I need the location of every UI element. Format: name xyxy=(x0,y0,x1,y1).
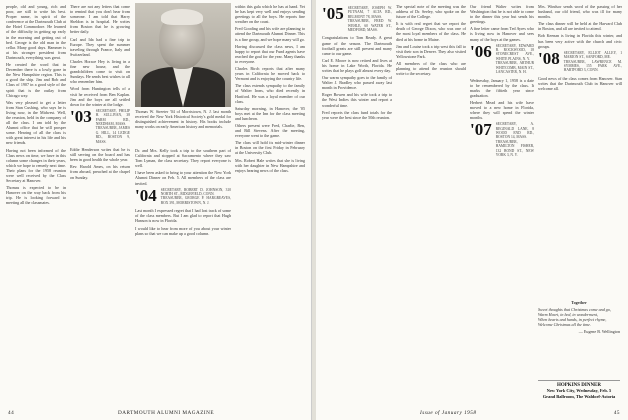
left-col2-tail-para: Eddie Henderson writes that he is still serving on the board and has been in good health the whole year. xyxy=(70,147,130,163)
right-col2-para: It is with real regret that we report the death of George Dixon, who was one of the most loyal members of the class. He died at his home in Maine. xyxy=(396,21,466,42)
right-col4-para: Mrs. Windsor sends word of the passing of her husband, our old friend, who was ill for many months. xyxy=(538,4,622,20)
left-col-2 xyxy=(70,4,130,408)
class-08-header xyxy=(538,48,622,73)
class-year-06: '06 xyxy=(470,41,492,61)
left-col3-para: Dr. and Mrs. Kelly took a trip to the southern part of California and stopped at Sacramento where they saw Tom Lyman, the class secretary. They report everyone is well. xyxy=(135,148,231,169)
right-page xyxy=(316,0,628,420)
right-col-3 xyxy=(470,4,534,408)
right-col1-para: Carl E. Moore is now retired and lives at his home in Lake Worth, Florida. He writes that he plays golf almost every day. xyxy=(322,57,392,73)
right-col2-para: Jim and Louise took a trip west this fall to visit their son in Denver. They also visited Yellowstone Park. xyxy=(396,43,466,59)
poem-title: Together xyxy=(571,300,587,305)
right-col-1 xyxy=(322,4,392,408)
class-year-05: '05 xyxy=(322,4,344,23)
poem-line: Warm Heart, in bed, in wonderment, xyxy=(538,312,598,317)
left-col3-para: I have been asked to bring to your attention the New York Alumni Dinner on Feb. 5. All members of the class are invited. xyxy=(135,170,231,186)
left-col2-tail-para: Rev. Harold Ames, on his return from abroad, preached at the chapel on Sunday. xyxy=(70,164,130,180)
left-col5-para: The class will hold its mid-winter dinner in Boston on the first Friday in February at the University Club. xyxy=(235,140,305,156)
right-col1-para: Roger Bowen and his wife took a trip to the West Indies this winter and report a wonderful time. xyxy=(322,92,392,108)
left-col4-para: Charles Birch reports that after many years in California he moved back to Vermont and is enjoying the country life. xyxy=(235,66,305,82)
left-col-3 xyxy=(135,148,231,406)
class-treasurer: TREASURER, LAWRENCE M. SYMMES, 155 PARK AVE., HARTFORD 3, CONN. xyxy=(563,59,622,73)
right-col3-para: A fine letter came from Ted Ayres who is living now in Hanover and sees many of the boys at the games. xyxy=(470,26,534,42)
right-col2-para: The special note of the meeting was the address of Dr. Seeley, who spoke on the future of the College. xyxy=(396,4,466,20)
notice-title: HOPKINS DINNER xyxy=(556,383,602,388)
right-col1-para: Our warm sympathy goes to the family of Walter J. Bradley who passed away last month in Providence. xyxy=(322,75,392,91)
left-col5-para: Saturday morning, in Hanover, the '05 boys met at the Inn for the class meeting and luncheon. xyxy=(235,105,305,121)
left-col5-para: Others present were Fred, Charlie, Ben, and Bill Stevens. After the meeting, everyone went to the game. xyxy=(235,122,305,139)
class-secretary: SECRETARY, JOSEPH W. PUTNAM, 7 ALTA RD., BELMONT 78, MASS. xyxy=(347,6,392,19)
right-col3-tail-para: Herbert Mead and his wife have moved to a new home in Florida, where they will spend the winter months. xyxy=(470,99,534,121)
left-col4-para: within this gala which he has at hand. Yet he has kept very well and enjoys sending greetings to all the boys. He reports fine weather on the coast. xyxy=(235,4,305,25)
class-07-header xyxy=(470,122,534,157)
poem-author: — Eugene B. Wellington xyxy=(578,329,620,334)
left-col1-para: Having not been informed of the Class news on time, we have in this column some changes in their years, which we hope to remedy next time. Their plans for the 1958 reunion were well received by the Class Secretary at Hanover. xyxy=(6,147,66,184)
portrait-photo xyxy=(135,3,231,107)
class-06-header xyxy=(470,41,534,75)
right-col1-para: Congratulations to Tom Ready. A great game of the season. The Dartmouth football greats are still present and many came to our game. xyxy=(322,35,392,56)
right-col4-para: The class dinner will be held at the Harvard Club in Boston, and all are invited to attend. xyxy=(538,21,622,32)
class-04-header xyxy=(135,185,231,206)
right-col1-para: Fred reports the class fund totals for the year were the best since the 50th reunion. xyxy=(322,109,392,120)
page-number-right: 45 xyxy=(613,410,620,416)
left-col3-tail-para: Last month I expressed regret that I had lost track of some of the class members. But I am glad to report that Hugh Hanson is now in Florida. xyxy=(135,208,231,224)
page-number-left: 44 xyxy=(8,410,15,416)
left-col1-para: people, old and young, rich and poor, are still to write his best. Proper name, in spirit of the conference at the Dartmouth Club at the Hotel Commodore. He learned of the difficulty in getting up early in the morning and getting out of bed. George is the old man in the cellar. Many good days. Hammer is at his stronger president from Dartmouth, everything was great. xyxy=(6,4,66,60)
class-secretary: SECRETARY, EDWARD B. ROCKWOOD, 18 STONECREST AVE., WHITE PLAINS, N. Y. xyxy=(495,43,534,61)
left-col1-para: He created the word that in December there is a lowly gone in the New Hampshire region. This is a good the ship. Jim and Bob and Class of 1907 in a good style of the spirit that is the outlay from Chicago way. xyxy=(6,62,66,98)
class-treasurer: TREASURER, ARTHUR WHITCOMB, MAIN ST., LANCASTER, N. H. xyxy=(495,61,534,75)
left-col-1 xyxy=(6,4,66,408)
class-year-08: '08 xyxy=(538,48,560,68)
class-secretary: SECRETARY, ELLIOT ALLEY, 1 MARION ST., SANFORD, ME. xyxy=(563,50,622,60)
left-col2-para: Word from Huntington tells of a visit he received from Ben Kaplan. Jim and the boys are all settled down for the winter at the lodge. xyxy=(70,86,130,107)
class-03-header xyxy=(70,106,130,144)
poem-block xyxy=(538,300,620,334)
class-treasurer: TREASURER, GEORGE P. HARGREAVES, BOX 391, MORRISTOWN, N. J. xyxy=(160,196,231,205)
left-col1-para: Thomas is expected to be in Hanover on the way back from his trip. He is looking forward to meeting all the classmates. xyxy=(6,185,66,206)
photo-caption: Thomas W. Streeter '04 of Morristown, N. J. last month received the New York Historical Society's gold medal for distinguished achievement in history. His books include many works on early American history and memorials. xyxy=(135,109,231,129)
poem-line: When hearts and hands, in perfect rhyme, xyxy=(538,317,607,322)
left-page xyxy=(0,0,312,420)
class-year-04: '04 xyxy=(135,185,157,205)
class-treasurer: TREASURER, FRED W. WEHLE, 60 WATER ST., MEDFORD, MASS. xyxy=(347,19,392,33)
left-col2-para: Carl and Ida had a fine trip to Europe. They spent the summer traveling through France, Italy and Switzerland. xyxy=(70,36,130,57)
left-col3-tail-para: I would like to hear from more of you about your winter plans so that we can make up a good column. xyxy=(135,225,231,236)
right-col3-tail-para: Wednesday, January 1, 1958 is a date to be remembered by the class. It marks the fiftieth year since graduation. xyxy=(470,77,534,98)
class-treasurer: TREASURER, HAMILTON FISHER, 132 BOND ST., NEW YORK 3, N. Y. xyxy=(495,139,534,158)
left-col4-para: Fred Gooding and his wife are planning to attend the Dartmouth Alumni Dinner. This is a fine group, and we hope many will go. xyxy=(235,26,305,42)
right-col4-para: Bob Keenan is living in Florida this winter, and has been very active with the church and civic groups. xyxy=(538,33,622,49)
notice-line2: Grand Ballroom, The Waldorf-Astoria xyxy=(542,393,616,399)
left-col4-para: Having discussed the class news, I am happy to report that our Fund agents have reached the goal for the year. Many thanks to everyone. xyxy=(235,43,305,64)
left-col2-para: Charles Horace Hey is living in a fine new house, and the grandchildren come to visit on Sundays. He sends best wishes to all who remember him. xyxy=(70,58,130,85)
class-secretary: SECRETARY, PHILIP H. SULLIVAN, 38 FARM RD., NEEDHAM, MASS. xyxy=(95,108,130,126)
poem-line: Sweet thoughts that Christmas come and go, xyxy=(538,307,611,312)
footer-title-right: Issue of January 1958 xyxy=(420,410,477,416)
poem-line: Welcome Christmas all the time. xyxy=(538,322,591,327)
right-col-4 xyxy=(538,4,622,294)
footer-title-left: DARTMOUTH ALUMNI MAGAZINE xyxy=(118,410,215,416)
left-col5-para: Mrs. Robert Hale writes that she is living with her daughter in New Hampshire and enjoys hearing news of the class. xyxy=(235,157,305,173)
notice-line1: New York City, Wednesday, Feb. 5 xyxy=(546,388,612,394)
class-secretary: SECRETARY, A. REGINALD LANE, 8 WOOD END RD., BOSTON 14, MASS. xyxy=(495,122,534,140)
class-secretary: SECRETARY, ROBERT D. JOHNSON, 310 NORTH ST., RIDGEFIELD, CONN. xyxy=(160,187,231,197)
right-col-2 xyxy=(396,4,466,408)
right-col3-para: Our friend Walter writes from Washington that he is not able to come to the dinner this year but sends his greetings. xyxy=(470,4,534,25)
class-year-07: '07 xyxy=(470,120,492,140)
right-col2-para: All members of the class who are planning to attend the reunion should write to the secretary. xyxy=(396,60,466,77)
class-treasurer: TREASURER, JAMES G. HILL, 14 LEDGE RD., BOSTON 9, MASS. xyxy=(95,126,130,144)
left-col1-para: Was very pleased to get a letter from Stan Cushing, who says he is living now, in the Midwest. Well, the reunion, held in the company of all the class. I am told by the Alumni office that he will prosper some. Hearing of all the class is with great interest in his life and his new friends. xyxy=(6,99,66,146)
class-year-03: '03 xyxy=(70,106,92,126)
notice-rule-top xyxy=(538,380,620,381)
left-col-4 xyxy=(235,4,305,408)
photo-hair xyxy=(161,9,203,25)
hopkins-dinner-notice xyxy=(538,378,620,399)
left-col4-para: The class extends sympathy to the family of Walter Irons, who died recently in Hartford. He was a loyal member of our class. xyxy=(235,83,305,104)
class-05-header xyxy=(322,6,392,32)
right-col4-tail-para: Good news of the class comes from Hanover. Stan writes that the Dartmouth Club in Hanover will welcome all. xyxy=(538,75,622,91)
left-col2-para: There are not any letters that come to remind that you don't hear from someone. I am told that Harry Sheldon is in hospital. He writes from Boston that he is growing better daily. xyxy=(70,4,130,35)
